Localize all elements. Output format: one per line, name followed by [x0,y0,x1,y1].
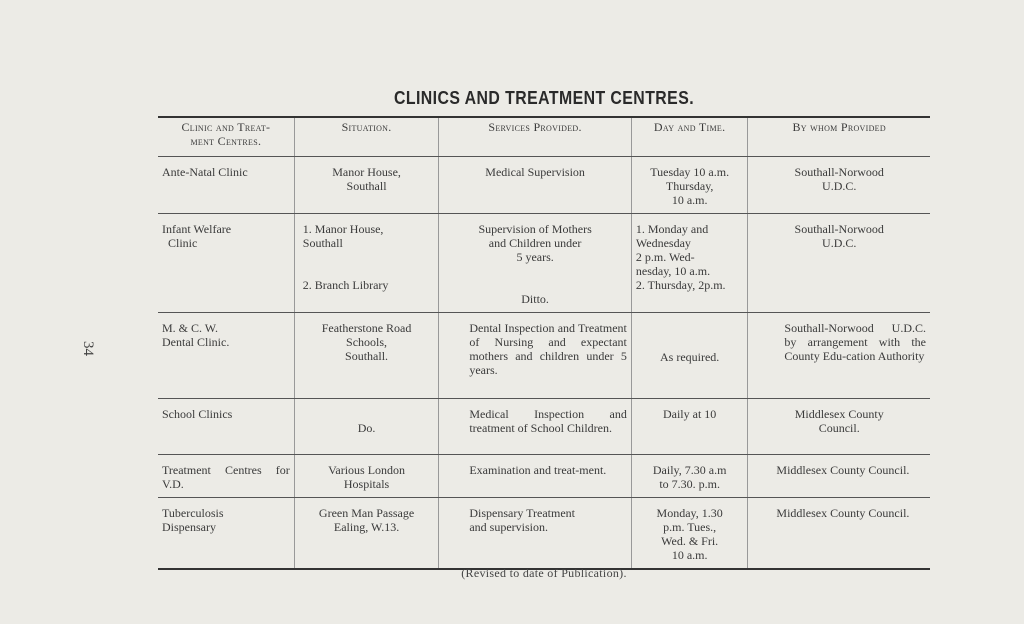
cell-services: Medical Supervision [439,157,632,214]
cell-provider: Middlesex County Council. [748,399,930,455]
cell-clinic: Treatment Centres for V.D. [158,455,294,498]
clinics-table [158,116,930,570]
cell-services: Supervision of Mothers and Children under 5 years. Ditto. [439,214,632,313]
header-provider: By whom Provided [748,117,930,157]
cell-provider: Middlesex County Council. [748,455,930,498]
cell-services: Examination and treat-ment. [439,455,632,498]
cell-provider: Southall-Norwood U.D.C. [748,214,930,313]
cell-situation: Manor House, Southall [294,157,439,214]
cell-situation: 1. Manor House, Southall 2. Branch Library [294,214,439,313]
cell-day-time: Daily at 10 [631,399,748,455]
page-number: 34 [80,341,96,356]
cell-situation: Green Man Passage Ealing, W.13. [294,498,439,570]
cell-provider: Southall-Norwood U.D.C. [748,157,930,214]
cell-clinic: Infant Welfare Clinic [158,214,294,313]
cell-provider: Southall-Norwood U.D.C. by arrangement with the County Edu-cation Authority [748,313,930,399]
cell-clinic: Tuberculosis Dispensary [162,506,224,534]
cell-provider: Middlesex County Council. [748,498,930,570]
cell-day-time: 1. Monday and Wednesday 2 p.m. Wed- nesday, 10 a.m. 2. Thursday, 2p.m. [631,214,748,313]
table-row [158,157,930,214]
table-row [158,214,930,313]
table-row [158,313,930,399]
header-services: Services Provided. [439,117,632,157]
table-row [158,455,930,498]
cell-situation: Various London Hospitals [294,455,439,498]
cell-clinic: M. & C. W. Dental Clinic. [158,313,294,399]
cell-services: Dental Inspection and Treatment of Nursing and expectant mothers and children under 5 years. [439,313,632,399]
cell-services: Medical Inspection and treatment of School Children. [439,399,632,455]
header-day-time: Day and Time. [631,117,748,157]
header-situation: Situation. [294,117,439,157]
cell-day-time: Daily, 7.30 a.m to 7.30. p.m. [631,455,748,498]
cell-clinic: School Clinics [158,399,294,455]
cell-situation: Featherstone Road Schools, Southall. [294,313,439,399]
page-title: CLINICS AND TREATMENT CENTRES. [393,88,695,108]
table-row [158,498,930,570]
table-row [158,399,930,455]
footer-note: (Revised to date of Publication). [461,566,627,580]
cell-day-time: As required. [631,313,748,399]
table-header-row [158,117,930,157]
cell-day-time: Monday, 1.30 p.m. Tues., Wed. & Fri. 10 a.m. [631,498,748,570]
cell-day-time: Tuesday 10 a.m. Thursday, 10 a.m. [631,157,748,214]
cell-situation: Do. [294,399,439,455]
cell-clinic: Ante-Natal Clinic [158,157,294,214]
header-clinic: Clinic and Treat- ment Centres. [158,117,294,157]
cell-services: Dispensary Treatment and supervision. [439,498,632,570]
